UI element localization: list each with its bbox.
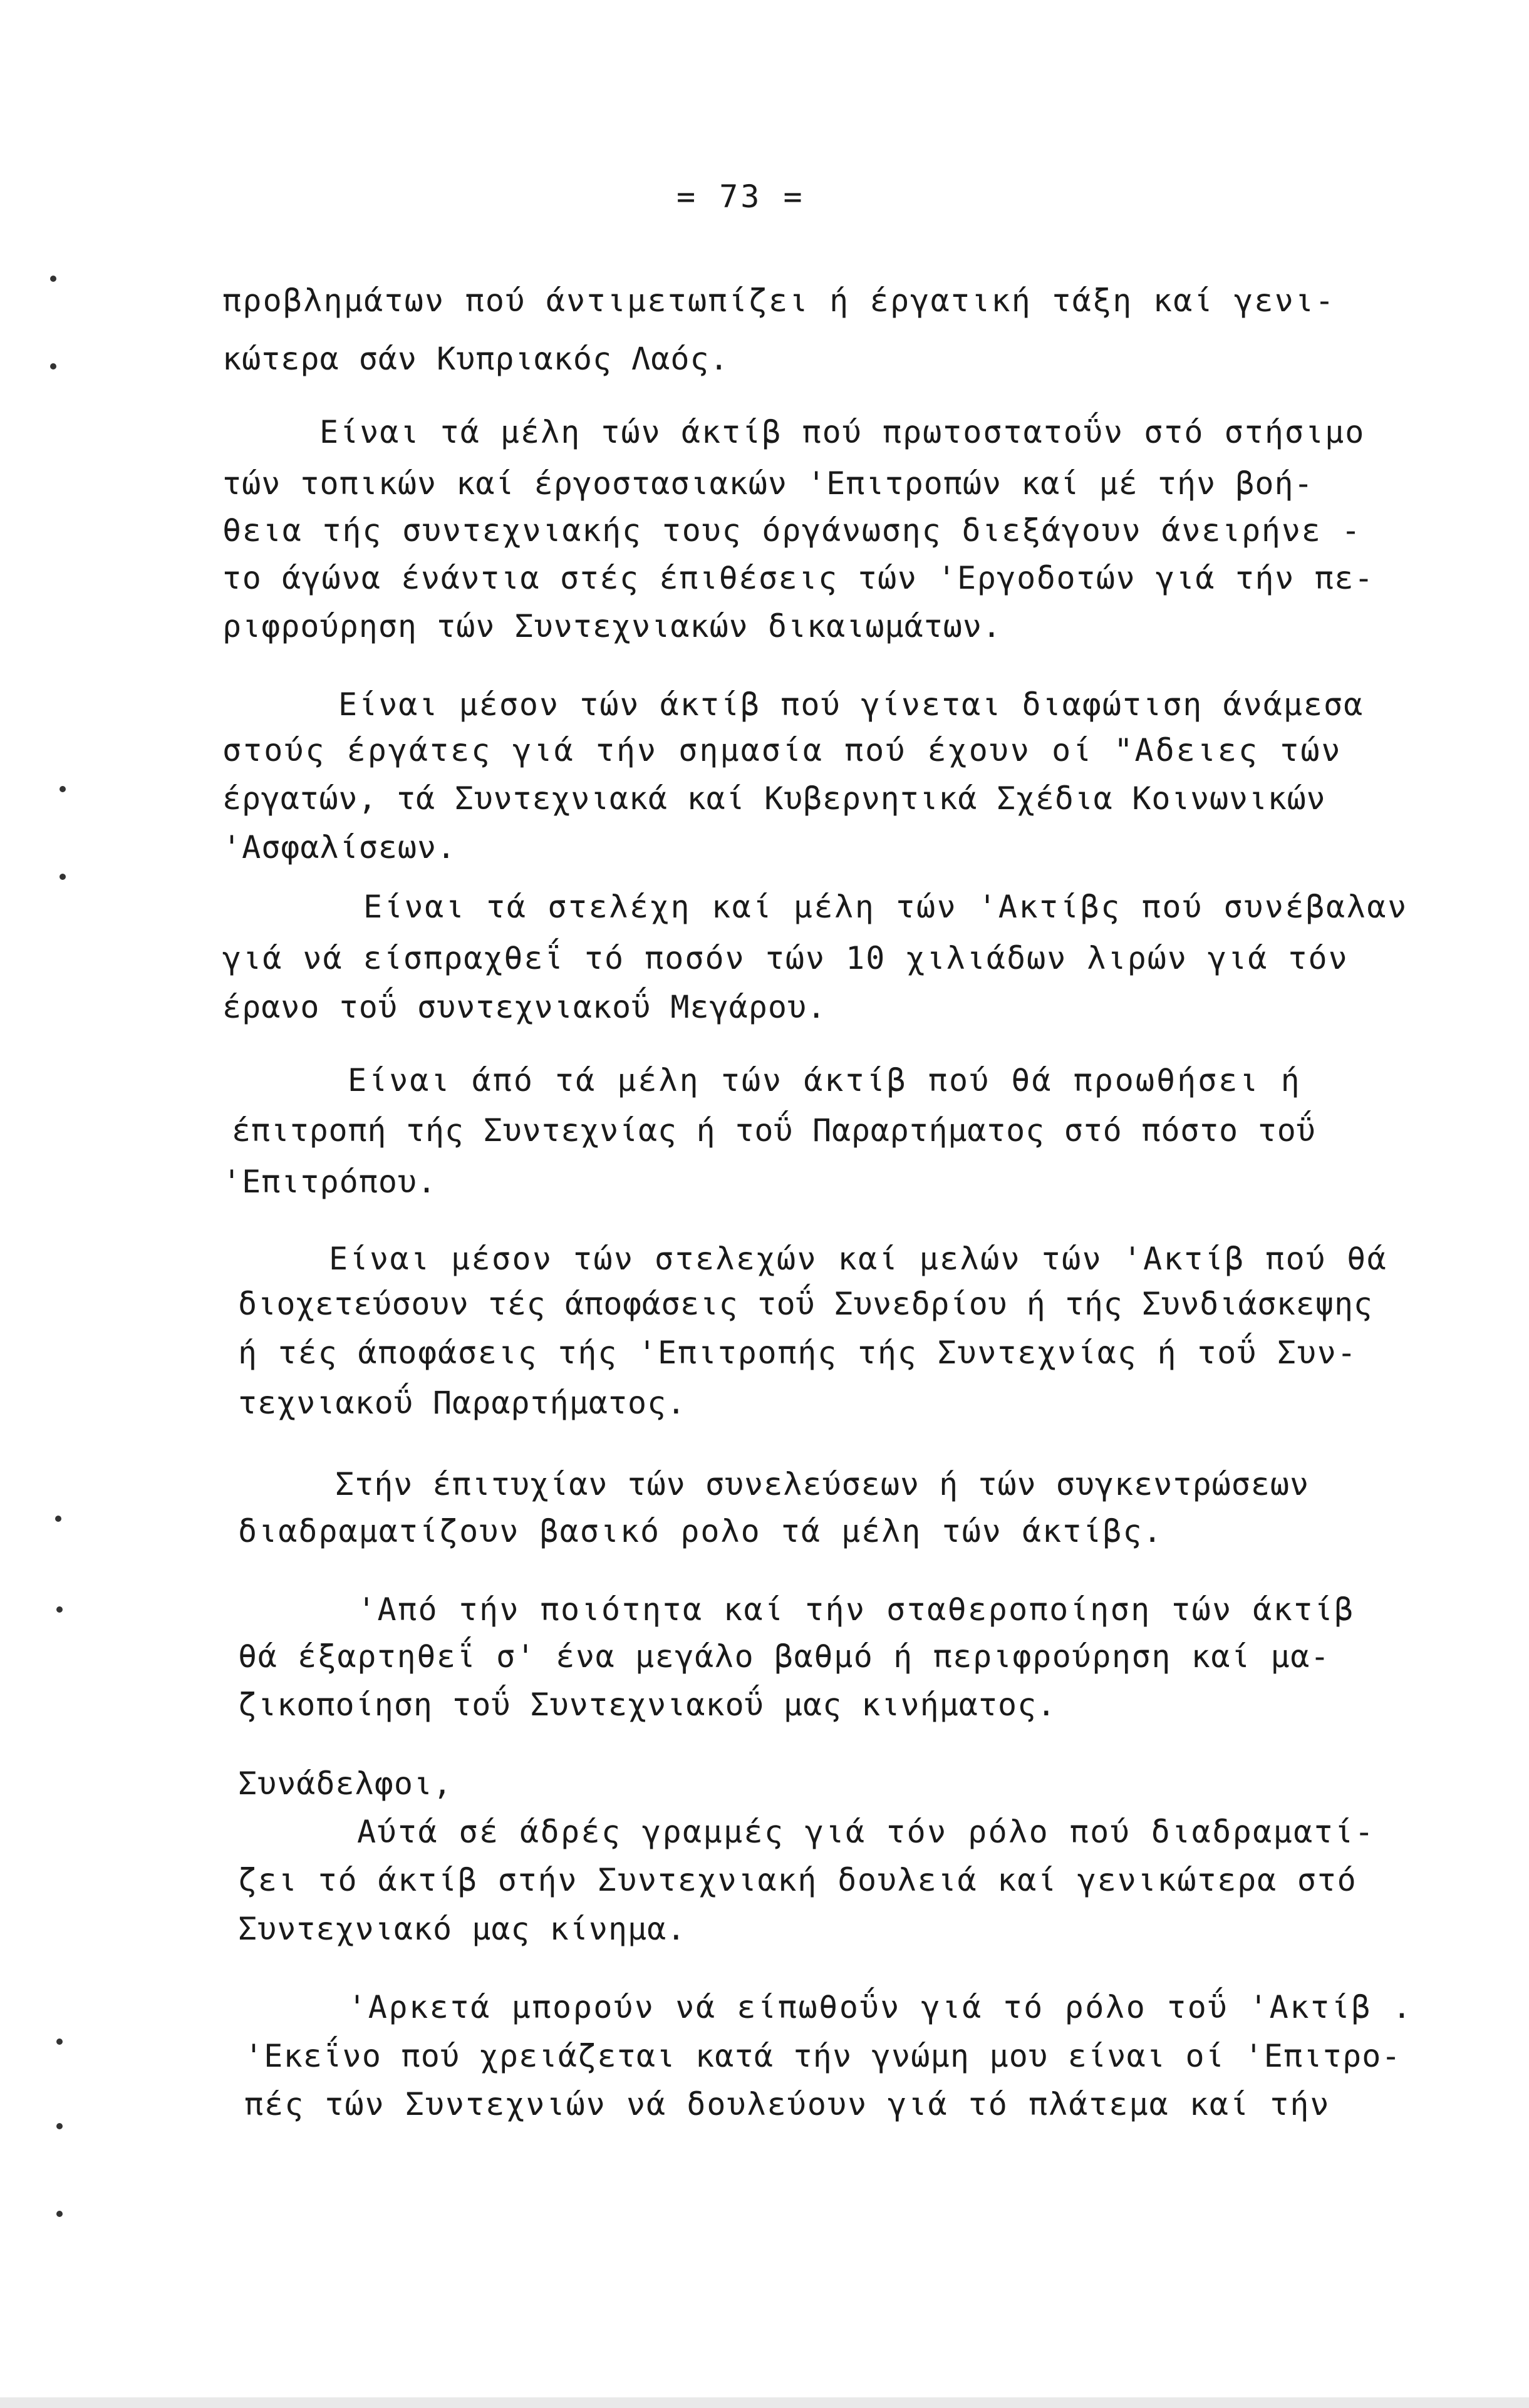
text-line: έργατών, τά Συντεχνιακά καί Κυβερνητικά Σχέδια Κοινωνικών xyxy=(222,780,1326,817)
text-line: διαδραματίζουν βασικό ρολο τά μέλη τών άκτίβς. xyxy=(238,1513,1163,1549)
margin-punch-mark xyxy=(60,786,66,792)
text-line: Συνάδελφοι, xyxy=(238,1765,453,1802)
text-line: Αύτά σέ άδρές γραμμές γιά τόν ρόλο πού διαδραματί- xyxy=(357,1814,1376,1850)
margin-punch-mark xyxy=(56,2123,63,2129)
text-line: ζει τό άκτίβ στήν Συντεχνιακή δουλειά καί γενικώτερα στό xyxy=(238,1862,1357,1898)
margin-punch-mark xyxy=(60,874,66,880)
text-line: έπιτροπή τής Συντεχνίας ή τοΰ Παραρτήματος στό πόστο τοΰ xyxy=(232,1112,1316,1149)
text-line: 'Ασφαλίσεων. xyxy=(222,829,457,866)
text-line: Είναι μέσον τών άκτίβ πού γίνεται διαφώτιση άνάμεσα xyxy=(338,686,1364,723)
text-line: ή τές άποφάσεις τής 'Επιτροπής τής Συντεχνίας ή τοΰ Συν- xyxy=(238,1335,1357,1371)
text-line: 'Επιτρόπου. xyxy=(222,1164,437,1200)
text-line: τεχνιακοΰ Παραρτήματος. xyxy=(238,1385,687,1421)
text-line: έρανο τοΰ συντεχνιακοΰ Μεγάρου. xyxy=(222,989,827,1025)
margin-punch-mark xyxy=(50,363,56,369)
text-line: Είναι μέσον τών στελεχών καί μελών τών 'Ακτίβ πού θά xyxy=(329,1241,1388,1277)
text-line: γιά νά είσπραχθεΐ τό ποσόν τών 10 χιλιάδων λιρών γιά τόν xyxy=(222,940,1349,976)
text-line: Είναι άπό τά μέλη τών άκτίβ πού θά προωθήσει ή xyxy=(348,1062,1302,1098)
text-line: στούς έργάτες γιά τήν σημασία πού έχουν οί "Αδειες τών xyxy=(222,732,1342,768)
margin-punch-mark xyxy=(56,2211,63,2217)
text-line: τών τοπικών καί έργοστασιακών 'Επιτροπών καί μέ τήν βοή- xyxy=(222,465,1314,502)
text-line: 'Από τήν ποιότητα καί τήν σταθεροποίηση τών άκτίβ xyxy=(357,1591,1355,1628)
page-number: = 73 = xyxy=(676,178,805,215)
margin-punch-mark xyxy=(50,276,56,282)
text-line: διοχετεύσουν τές άποφάσεις τοΰ Συνεδρίου ή τής Συνδιάσκεψης xyxy=(238,1286,1373,1322)
text-line: Είναι τά στελέχη καί μέλη τών 'Ακτίβς πού συνέβαλαν xyxy=(363,889,1408,925)
text-line: 'Αρκετά μπορούν νά είπωθοΰν γιά τό ρόλο τοΰ 'Ακτίβ . xyxy=(348,1989,1413,2025)
margin-punch-mark xyxy=(55,1516,61,1522)
text-line: το άγώνα ένάντια στές έπιθέσεις τών 'Εργοδοτών γιά τήν πε- xyxy=(222,560,1374,596)
text-line: κώτερα σάν Κυπριακός Λαός. xyxy=(222,341,729,377)
text-line: θεια τής συντεχνιακής τους όργάνωσης διεξάγουν άνειρήνε - xyxy=(222,512,1362,549)
text-line: ζικοποίηση τοΰ Συντεχνιακοΰ μας κινήματος. xyxy=(238,1687,1057,1723)
scan-bottom-edge xyxy=(0,2397,1529,2408)
text-line: 'Εκεΐνο πού χρειάζεται κατά τήν γνώμη μου είναι οί 'Επιτρο- xyxy=(244,2038,1401,2074)
margin-punch-mark xyxy=(56,1606,63,1613)
text-line: Συντεχνιακό μας κίνημα. xyxy=(238,1911,687,1947)
text-line: Είναι τά μέλη τών άκτίβ πού πρωτοστατοΰν στό στήσιμο xyxy=(319,414,1366,450)
margin-punch-mark xyxy=(56,2039,63,2045)
text-line: πές τών Συντεχνιών νά δουλεύουν γιά τό πλάτεμα καί τήν xyxy=(244,2086,1330,2122)
text-line: Στήν έπιτυχίαν τών συνελεύσεων ή τών συγκεντρώσεων xyxy=(335,1466,1310,1502)
text-line: θά έξαρτηθεΐ σ' ένα μεγάλο βαθμό ή περιφρούρηση καί μα- xyxy=(238,1638,1330,1675)
text-line: προβλημάτων πού άντιμετωπίζει ή έργατική τάξη καί γενι- xyxy=(222,282,1335,319)
text-line: ριφρούρηση τών Συντεχνιακών δικαιωμάτων. xyxy=(222,608,1002,644)
